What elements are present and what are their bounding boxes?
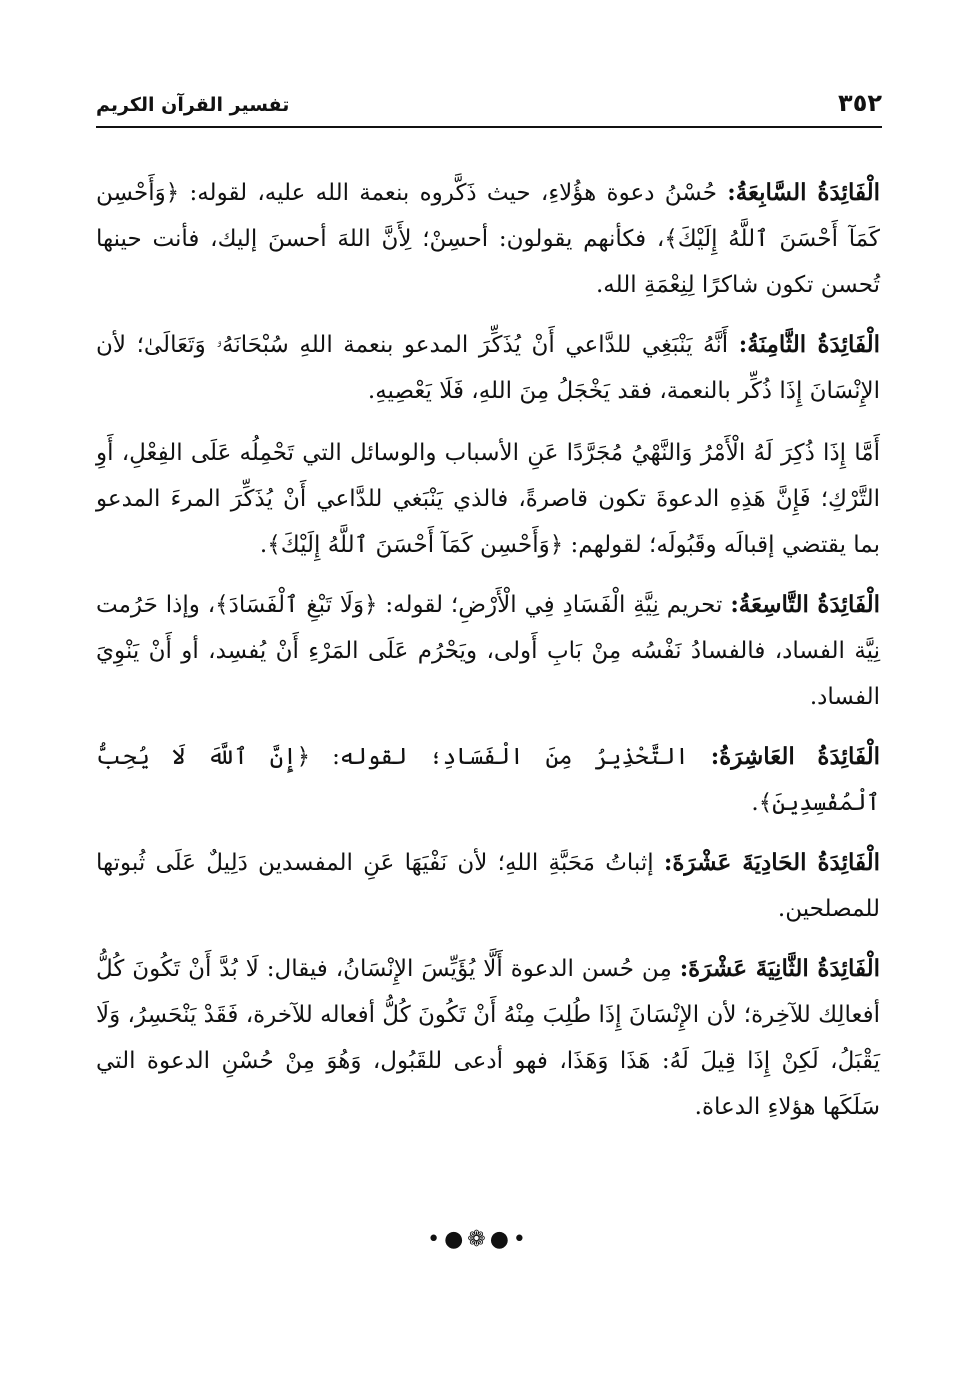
paragraph-benefit-12 [96,946,880,1130]
benefit-heading: الْفَائِدَةُ الحَادِيَةَ عَشْرَةَ: [663,849,881,876]
benefit-heading: الْفَائِدَةُ السَّابِعَةُ: [727,179,880,206]
benefit-heading: الْفَائِدَةُ الثَّانِيَةَ عَشْرَةَ: [679,955,880,982]
paragraph-text: أَمَّا إِذَا ذُكِرَ لَهُ الْأَمْرُ وَالنَّهْيُ مُجَرَّدًا عَنِ الأسباب والوسائل التي تَحْمِلُه عَلَى الفِعْلِ، أَوِ التَّرْكِ؛ فَإِنَّ هَذِهِ الدعوةَ تكون قاصرةً، فالذي يَنْبَغي للدَّاعي أَنْ يُذَكِّرَ المرءَ المدعو بما يقتضي إقبالَه وقَبُولَه؛ لقولهم: ﴿وَأَحْسِن كَمَآ أَحْسَنَ ٱللَّهُ إِلَيْكَ﴾. [96,440,880,558]
paragraph-continuation [96,430,880,568]
page-header [96,88,882,124]
paragraph-benefit-11 [96,840,880,932]
body-text [96,170,880,1144]
paragraph-text: تحريم نِيَّةِ الْفَسَادِ فِي الْأَرْضِ؛ لقوله: ﴿وَلَا تَبْغِ ٱلْفَسَادَ﴾، وإذا حَرُمت نِيَّة الفساد، فالفسادُ نَفْسُه مِنْ بَابِ أَولى، ويَحْرُم عَلَى المَرْءِ أَنْ يُفسِد، أو أَنْ يَنْوِيَ الفساد. [96,592,880,710]
paragraph-text: مِن حُسن الدعوة أَلَّا يُؤَيِّسَ الإِنْسَانُ، فيقال: لَا بُدَّ أَنْ تَكُونَ كُلُّ أفعالِك للآخِرة؛ لأن الإِنْسَانَ إِذَا طُلِبَ مِنْهُ أَنْ تَكُونَ كُلُّ أفعاله للآخرة، فَقَدْ يَنْحَسِرُ، وَلَا يَقْبَلُ، لَكِنْ إِذَا قِيلَ لَهُ: هَذَا وَهَذَا، فهو أدعى للقَبُول، وَهُوَ مِنْ حُسْنِ الدعوة التي سَلَكَها هؤلاءِ الدعاة. [96,956,880,1120]
paragraph-text: أَنَّهُ يَنْبَغِي للدَّاعي أَنْ يُذَكِّرَ المدعو بنعمة اللهِ سُبْحَانَهُۥ وَتَعَالَىٰ؛ لأن الإِنْسَانَ إِذَا ذُكِّر بالنعمة، فقد يَخْجَلُ مِنَ اللهِ، فَلَا يَعْصِيهِ. [96,332,880,404]
benefit-heading: الْفَائِدَةُ الثَّامِنَةُ: [738,331,881,358]
header-rule [96,126,882,128]
benefit-heading: الْفَائِدَةُ العَاشِرَةُ: [710,743,880,770]
paragraph-benefit-7 [96,170,880,308]
page-number: ٣٥٢ [838,89,882,117]
paragraph-text: إثباتُ مَحَبَّةِ اللهِ؛ لأن نَفْيَهَا عَنِ المفسدين دَلِيلٌ عَلَى ثُبوتها للمصلحين. [96,850,880,922]
paragraph-text: حُسْنُ دعوة هؤُلاءِ، حيث ذَكَّروه بنعمة الله عليه، لقوله: ﴿وَأَحْسِن كَمَآ أَحْسَنَ ٱللَّهُ إِلَيْكَ﴾، فكأنهم يقولون: أحسِنْ؛ لِأَنَّ اللهَ أحسنَ إليك، فأنت حينها تُحسن تكون شاكرًا لِنِعْمَةِ الله. [96,180,880,298]
running-title: تفسير القرآن الكريم [96,94,290,116]
paragraph-text: التَّحْذِيرُ مِنَ الْفَسَادِ؛ لقوله: ﴿إِنَّ ٱللَّهَ لَا يُحِبُّ ٱلْمُفْسِدِينَ﴾. [96,744,880,816]
section-end-ornament: •●❁●• [427,1227,530,1252]
benefit-heading: الْفَائِدَةُ التَّاسِعَةُ: [730,591,880,618]
paragraph-benefit-8 [96,322,880,414]
paragraph-benefit-9 [96,582,880,720]
paragraph-benefit-10 [96,734,880,826]
